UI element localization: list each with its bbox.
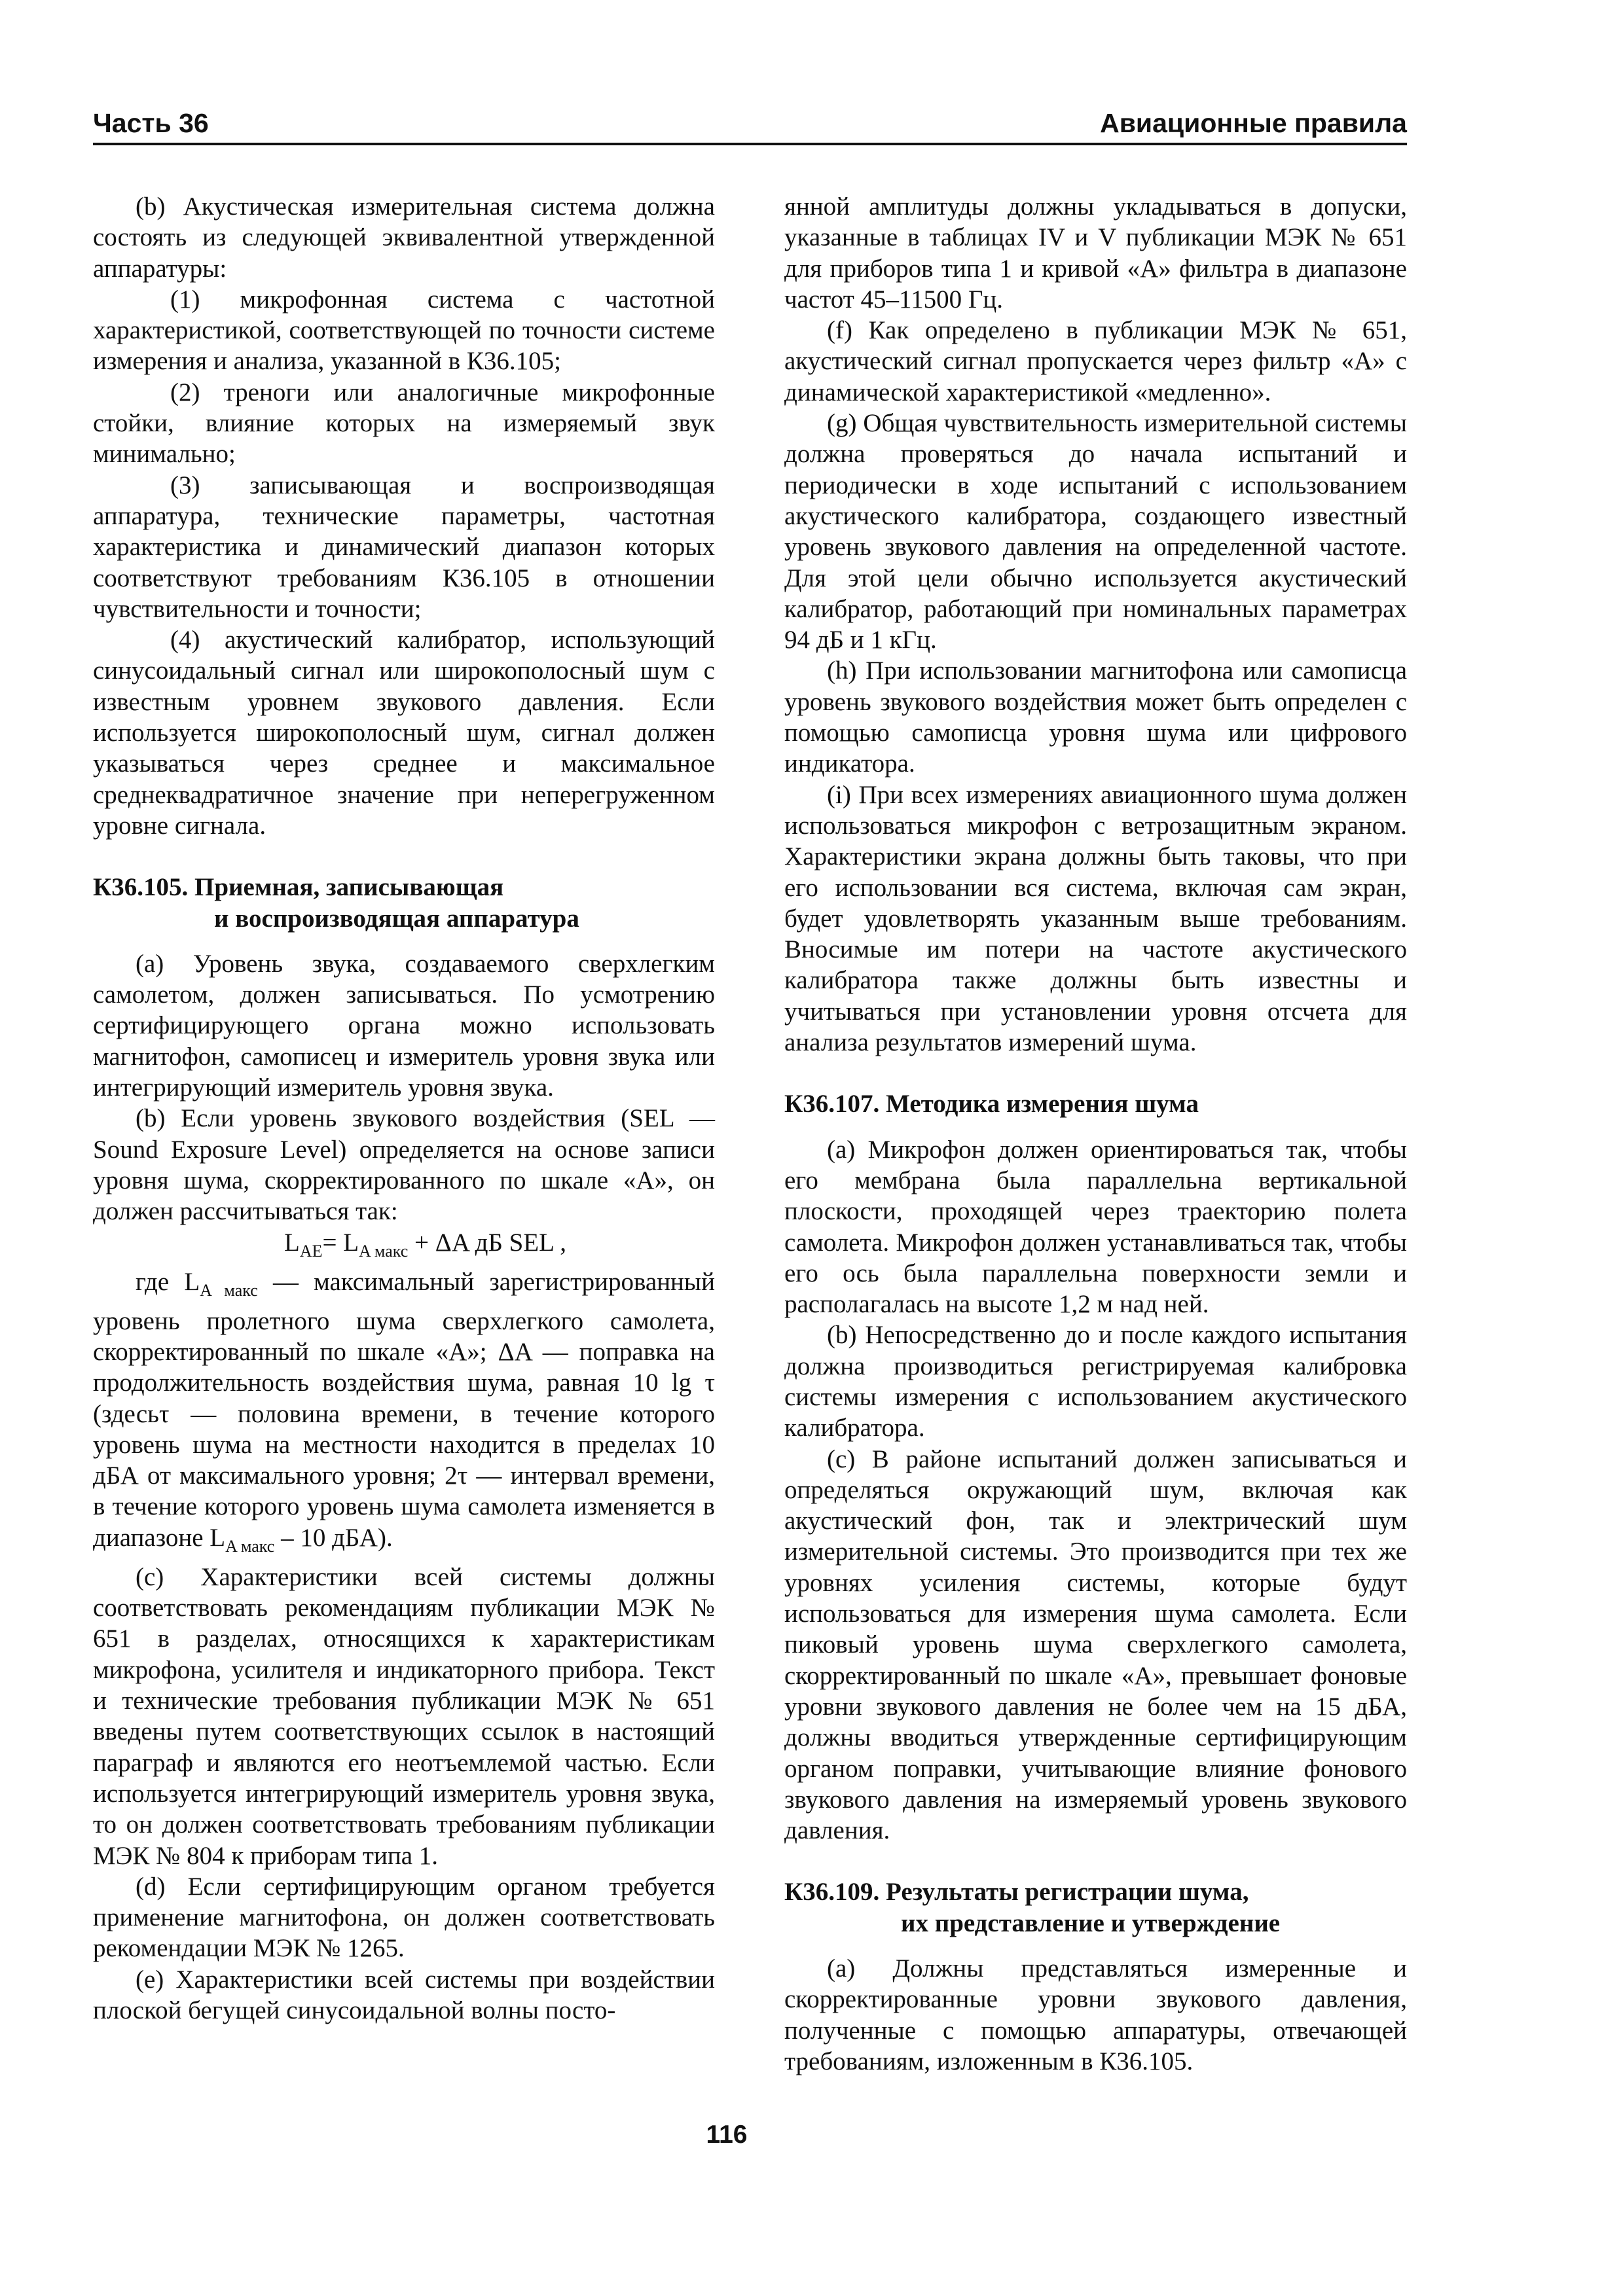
section-heading-line-1: К36.105. Приемная, записывающая — [93, 873, 504, 902]
where-pre: где L — [136, 1267, 200, 1296]
sel-formula — [93, 1227, 715, 1266]
section-heading-k36-107: К36.107. Методика измерения шума — [784, 1090, 1199, 1119]
where-mid: — максимальный зарегистрированный уровень пролетного шума сверхлегкого самолета, скорректированный по шкале «А»; ΔA — поправка на продолжительность воздействия шума, равная 10 lg τ (здесьτ — половина времени, в течение которого уровень шума на местности находится в пределах 10 дБА от максимального уровня; 2τ — интервал времени, в течение которого уровень шума самолета изменяется в диапазоне L — [93, 1267, 716, 1552]
running-header-title: Авиационные правила — [1100, 108, 1407, 138]
where-sub-2: A макс — [225, 1536, 275, 1556]
list-item-2: (2) треноги или аналогичные микрофонные стойки, влияние которых на измеряемый звук минимально; — [93, 378, 715, 469]
section-heading-line-1: К36.109. Результаты регистрации шума, — [784, 1878, 1249, 1907]
paragraph-105-a: (a) Уровень звука, создаваемого сверхлегким самолетом, должен записываться. По усмотрению сертифицирующего органа можно использовать магнитофон, самописец и измеритель уровня звука или интегрирующий измеритель уровня звука. — [93, 949, 715, 1102]
paragraph-105-e: (e) Характеристики всей системы при воздействии плоской бегущей синусоидальной волны посто- — [93, 1965, 715, 2025]
header-rule — [93, 143, 1407, 145]
paragraph-105-c: (c) Характеристики всей системы должны соответствовать рекомендациям публикации МЭК № 651 в разделах, относящихся к характеристикам микрофона, усилителя и индикаторного прибора. Текст и технические требования публикации МЭК № 651 введены путем соответствующих ссылок в настоящий параграф и являются его неотъемлемой частью. Если используется интегрирующий измеритель уровня звука, то он должен соответствовать требованиям публикации МЭК № 804 к приборам типа 1. — [93, 1562, 715, 1870]
list-item-1: (1) микрофонная система с частотной характеристикой, соответствующей по точности системе измерения и анализа, указанной в К36.105; — [93, 285, 715, 376]
left-column — [93, 191, 715, 2026]
running-header-part: Часть 36 — [93, 108, 209, 138]
paragraph-105-d: (d) Если сертифицирующим органом требуется применение магнитофона, он должен соответствовать рекомендации МЭК № 1265. — [93, 1872, 715, 1963]
formula-lhs-sub: AE — [299, 1241, 323, 1261]
where-sub: A макс — [200, 1280, 258, 1300]
list-item-3: (3) записывающая и воспроизводящая аппаратура, технические параметры, частотная характеристика и динамический диапазон которых соответствуют требованиям К36.105 в отношении чувствительности и точности; — [93, 471, 715, 623]
page-number: 116 — [706, 2121, 748, 2149]
paragraph-107-b: (b) Непосредственно до и после каждого испытания должна производиться регистрируемая калибровка системы измерения с использованием акустического калибратора. — [784, 1321, 1407, 1443]
formula-rest: + ΔA дБ SEL , — [414, 1228, 566, 1257]
paragraph-105-h: (h) При использовании магнитофона или самописца уровень звукового воздействия может быть определен с помощью самописца уровня шума или цифрового индикатора. — [784, 656, 1407, 778]
paragraph-105-i: (i) При всех измерениях авиационного шума должен использоваться микрофон с ветрозащитным экраном. Характеристики экрана должны быть таковы, что при его использовании вся система, включая сам экран, будет удовлетворять указанным выше требованиям. Вносимые им потери на частоте акустического калибратора также должны быть известны и учитываться при установлении уровня отсчета для анализа результатов измерений шума. — [784, 780, 1407, 1057]
section-heading-line-2: и воспроизводящая аппаратура — [214, 904, 579, 933]
paragraph-107-c: (c) В районе испытаний должен записываться и определяться окружающий шум, включая как акустический фон, так и электрический шум измерительной системы. Это производится при тех же уровнях усиления системы, которые будут использоваться для измерения шума самолета. Если пиковый уровень шума сверхлегкого самолета, скорректированный по шкале «А», превышает фоновые уровни звукового давления не более чем на 15 дБА, должны вводиться утвержденные сертифицирующим органом поправки, учитывающие влияние фонового звукового давления на измеряемый уровень звукового давления. — [784, 1444, 1407, 1845]
formula-lhs: L — [284, 1228, 300, 1257]
paragraph-b: (b) Акустическая измерительная система должна состоять из следующей эквивалентной утвержденной аппаратуры: — [93, 192, 715, 283]
paragraph-105-b: (b) Если уровень звукового воздействия (SEL — Sound Exposure Level) определяется на основе записи уровня шума, скорректированного по шкале «А», он должен рассчитываться так: — [93, 1104, 715, 1226]
section-heading-line-2: их представление и утверждение — [901, 1909, 1281, 1937]
paragraph-107-a: (a) Микрофон должен ориентироваться так, чтобы его мембрана была параллельна вертикальной плоскости, проходящей через траекторию полета самолета. Микрофон должен устанавливаться так, чтобы его ось была параллельна поверхности земли и располагалась на высоте 1,2 м над ней. — [784, 1135, 1407, 1319]
paragraph-105-g: (g) Общая чувствительность измерительной системы должна проверяться до начала испытаний и периодически в ходе испытаний с использованием акустического калибратора, создающего известный уровень звукового давления на определенной частоте. Для этой цели обычно используется акустический калибратор, работающий при номинальных параметрах 94 дБ и 1 кГц. — [784, 409, 1407, 655]
paragraph-105-e-continued: янной амплитуды должны укладываться в допуски, указанные в таблицах IV и V публикации МЭК № 651 для приборов типа 1 и кривой «А» фильтра в диапазоне частот 45–11500 Гц. — [784, 192, 1407, 314]
paragraph-109-a: (a) Должны представляться измеренные и скорректированные уровни звукового давления, полученные с помощью аппаратуры, отвечающей требованиям, изложенным в К36.105. — [784, 1954, 1407, 2075]
section-heading-k36-109 — [784, 1876, 1407, 1939]
right-column — [784, 191, 1407, 2077]
formula-rhs-sub: A макс — [359, 1241, 409, 1261]
section-heading-k36-105 — [93, 872, 715, 934]
list-item-4: (4) акустический калибратор, использующий синусоидальный сигнал или широкополосный шум с известным уровнем звукового давления. Если используется широкополосный шум, сигнал должен указываться через среднее и максимальное среднеквадратичное значение при неперегруженном уровне сигнала. — [93, 626, 715, 840]
formula-eq: = L — [322, 1228, 359, 1257]
where-end: – 10 дБА). — [281, 1523, 393, 1552]
paragraph-105-f: (f) Как определено в публикации МЭК № 651, акустический сигнал пропускается через фильтр «А» с динамической характеристикой «медленно». — [784, 316, 1407, 406]
paragraph-where — [93, 1266, 715, 1562]
